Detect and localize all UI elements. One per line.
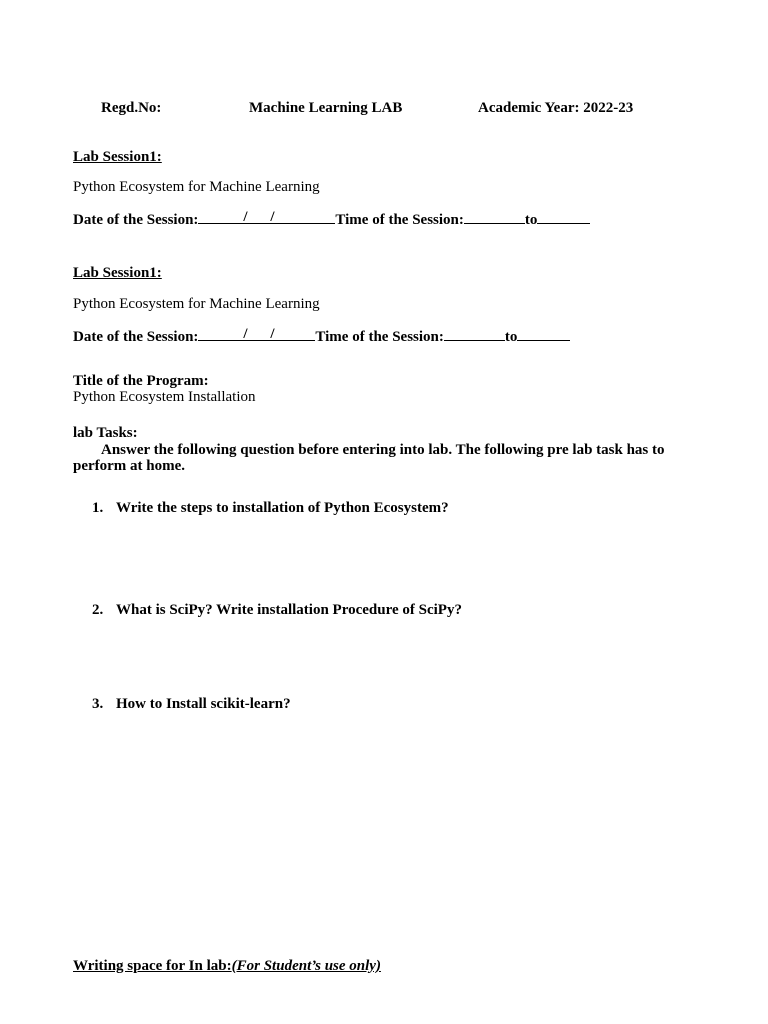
- lab-tasks-instructions-line1: Answer the following question before entering into lab. The following pre lab task has to: [101, 442, 665, 458]
- session1-time-to-blank: [537, 211, 590, 224]
- question-text: What is SciPy? Write installation Procedure of SciPy?: [116, 602, 462, 618]
- academic-year: Academic Year: 2022-23: [478, 100, 634, 116]
- session1-time-label: Time of the Session:: [335, 212, 464, 228]
- question-item: [92, 602, 462, 619]
- session1-time-to: to: [524, 212, 538, 228]
- writing-space-label: Writing space for In lab:: [73, 958, 232, 974]
- session2-date-label: Date of the Session:: [73, 329, 199, 345]
- question-text: How to Install scikit-learn?: [116, 696, 291, 712]
- course-title: Machine Learning LAB: [249, 100, 403, 116]
- session1-date-slash-2: /: [270, 209, 275, 225]
- session2-date-blank: [198, 328, 315, 341]
- question-item: [92, 500, 449, 517]
- regd-no-label: Regd.No:: [101, 100, 162, 116]
- session2-time-label: Time of the Session:: [315, 329, 444, 345]
- session1-date-label: Date of the Session:: [73, 212, 199, 228]
- session1-date-blank: [198, 211, 335, 224]
- session1-date-slash-1: /: [243, 209, 248, 225]
- session1-heading: Lab Session1:: [73, 149, 162, 165]
- session2-heading: Lab Session1:: [73, 265, 162, 281]
- question-text: Write the steps to installation of Python Ecosystem?: [116, 500, 449, 516]
- session2-date-time-line: [73, 328, 570, 346]
- session2-time-to: to: [504, 329, 518, 345]
- session2-time-to-blank: [517, 328, 570, 341]
- session2-date-slash-1: /: [243, 326, 248, 342]
- session1-date-time-line: [73, 211, 590, 229]
- program-title: Python Ecosystem Installation: [73, 389, 256, 405]
- program-title-label: Title of the Program:: [73, 373, 209, 389]
- lab-tasks-instructions-line2: perform at home.: [73, 458, 186, 474]
- lab-tasks-heading: lab Tasks:: [73, 425, 138, 441]
- session2-time-from-blank: [444, 328, 505, 341]
- question-number: 2.: [92, 602, 104, 618]
- question-item: [92, 696, 291, 713]
- session2-topic: Python Ecosystem for Machine Learning: [73, 296, 320, 312]
- session2-date-slash-2: /: [270, 326, 275, 342]
- question-number: 1.: [92, 500, 104, 516]
- session1-topic: Python Ecosystem for Machine Learning: [73, 179, 320, 195]
- question-number: 3.: [92, 696, 104, 712]
- writing-space-line: [73, 958, 381, 975]
- writing-space-note: (For Student’s use only): [231, 958, 381, 974]
- session1-time-from-blank: [464, 211, 525, 224]
